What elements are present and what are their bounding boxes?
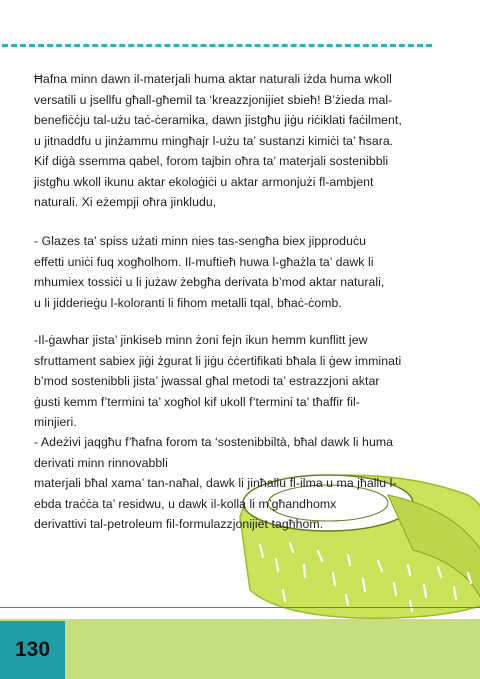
text-line: -Il-ġawhar jista’ jinkiseb minn żoni fejn ikun hemm kunflitt jew: [34, 333, 368, 347]
text-line: - Glazes ta’ spiss użati minn nies tas-sengħa biex jipproduċu: [34, 234, 367, 248]
text-line: Ħafna minn dawn il-materjali huma aktar naturali iżda huma wkoll: [34, 72, 392, 86]
paragraph-adhesives: [34, 432, 444, 535]
paragraph-intro: [34, 69, 444, 213]
text-line: u jitnaddfu u jinżammu mingħajr l-użu ta’ sustanzi kimiċi ta’ ħsara.: [34, 133, 394, 148]
footer-rule: [0, 607, 480, 608]
text-line: benefiċċju tal-użu taċ-ċeramika, dawn jistgħu jiġu riċiklati faċilment,: [34, 113, 402, 127]
text-line: naturali. Xi eżempji oħra jinkludu,: [34, 195, 217, 209]
text-line: materjali bħal xama’ tan-naħal, dawk li jinħallu fl-ilma u ma jħallu l-: [34, 476, 397, 490]
text-line: effetti uniċi fuq xogħolhom. Il-muftieħ huwa l-għażla ta’ dawk li: [34, 254, 374, 269]
page-number-box: [0, 621, 65, 679]
text-line: jistgħu wkoll ikunu aktar ekoloġiċi u aktar armonjużi fl-ambjent: [34, 174, 374, 189]
text-line: versatili u jsellfu għall-għemil ta ‘kreazzjonijiet sbieħ! B’żieda mal-: [34, 92, 393, 107]
paragraph-glazes: [34, 231, 444, 313]
text-line: ebda traċċa ta’ residwu, u dawk il-kolla li m’għandhomx: [34, 496, 337, 511]
text-line: ġusti kemm f’termini ta’ xogħol kif ukoll f’termini ta’ tħaffir fil-: [34, 394, 360, 409]
text-line: minjieri.: [34, 415, 77, 429]
text-line: mhumiex tossiċi u li jużaw żebgħa derivata b’mod aktar naturali,: [34, 275, 385, 289]
text-line: derivati minn rinnovabbli: [34, 455, 168, 470]
text-line: Kif diġà ssemma qabel, forom tajbin oħra ta’ materjali sostenibbli: [34, 154, 389, 168]
text-line: - Adeżivi jaqgħu f’ħafna forom ta ‘sostenibbiltà, bħal dawk li huma: [34, 435, 394, 449]
text-line: derivattivi tal-petroleum fil-formulazzjonijiet tagħhom.: [34, 517, 324, 531]
decorative-dashed-rule: [2, 44, 432, 47]
paragraph-gems: [34, 330, 444, 433]
footer-band: [0, 619, 480, 679]
page-number: 130: [14, 638, 51, 661]
text-line: b’mod sostenibbli jista’ jwassal għal metodi ta’ estrazzjoni aktar: [34, 374, 380, 388]
text-line: u li jidderieġu l-koloranti li fihom metalli tqal, bħaċ-ċomb.: [34, 295, 342, 310]
text-line: sfruttament sabiex jiġi żgurat li jiġu ċċertifikati bħala li ġew imminati: [34, 353, 402, 368]
